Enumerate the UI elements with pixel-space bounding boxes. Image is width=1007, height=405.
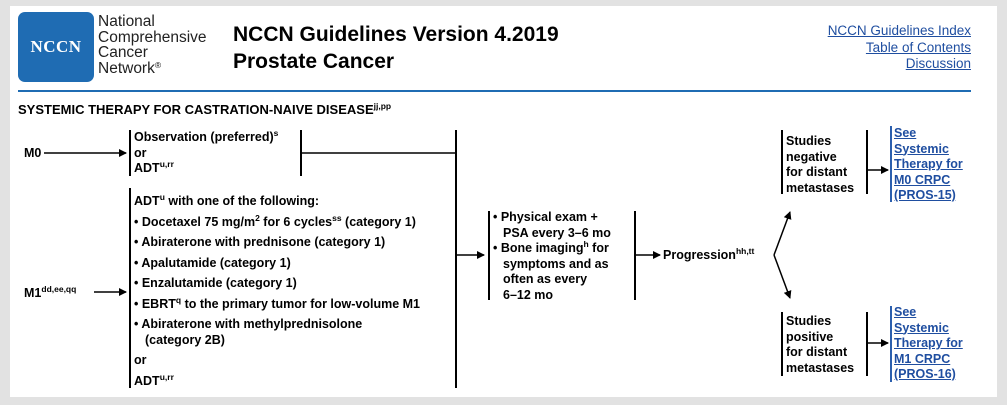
m0-crpc-link-line[interactable]: See (894, 126, 917, 140)
ebrt-text: • EBRT (134, 296, 176, 311)
option-abiraterone-methylprednisolone-category: (category 2B) (145, 332, 225, 347)
docetaxel-sup: ss (332, 212, 342, 223)
progression-sup: hh,tt (735, 246, 755, 256)
positive-right-bracket (866, 312, 868, 376)
m0-adt-option (134, 161, 278, 177)
followup-box (493, 210, 611, 303)
followup-line: 6–12 mo (503, 287, 554, 302)
logo-text: NCCN (30, 37, 82, 56)
followup-line: symptoms and as (503, 256, 609, 271)
m1-crpc-link-line[interactable]: Therapy for (894, 336, 963, 350)
m0-options (134, 130, 278, 177)
studies-negative-line: Studies (786, 134, 832, 148)
m0-box-right-bracket (300, 130, 302, 176)
m1-adt-intro (134, 194, 420, 210)
m0-crpc-link-line[interactable]: Systemic (894, 141, 949, 156)
followup-line (493, 241, 611, 257)
progression-up-arrow (774, 212, 790, 255)
cancer-type: Prostate Cancer (233, 50, 395, 73)
studies-negative-line: negative (786, 149, 837, 164)
section-title-sup: jj,pp (373, 101, 392, 111)
m1-crpc-link-line[interactable]: Systemic (894, 320, 949, 335)
m1-adt-option (134, 371, 420, 390)
m0-or: or (134, 145, 147, 160)
docetaxel-squared: 2 (255, 212, 260, 223)
studies-negative-line: for distant (786, 165, 848, 179)
m1-crpc-link[interactable] (894, 305, 963, 383)
m1-link-bracket (890, 306, 892, 382)
studies-negative-line: metastases (786, 180, 855, 195)
right-bracket (455, 130, 457, 388)
org-name-line: National (98, 13, 155, 30)
m0-link-bracket (890, 126, 892, 202)
m1-crpc-link-line[interactable]: (PROS-16) (894, 367, 956, 381)
negative-bracket (781, 130, 783, 194)
observation-option (134, 130, 278, 146)
registered-mark: ® (154, 59, 162, 70)
studies-positive-line: metastases (786, 360, 855, 375)
option-apalutamide: • Apalutamide (category 1) (134, 255, 291, 270)
bone-imaging-sup: h (583, 239, 589, 249)
m1-or: or (134, 353, 147, 367)
m1-options (134, 194, 420, 389)
m1-adt-intro-text: ADT (134, 194, 160, 208)
option-enzalutamide: • Enzalutamide (category 1) (134, 276, 297, 290)
m1-adt-intro-sup: u (159, 192, 165, 202)
m1-adt-intro-rest: with one of the following: (164, 194, 320, 208)
docetaxel-cycles: for 6 cycles (259, 214, 333, 229)
org-name-line: Comprehensive (98, 28, 207, 46)
m1-adt-text: ADT (134, 373, 160, 388)
m0-crpc-link-line[interactable]: M0 CRPC (894, 172, 951, 187)
m1-crpc-link-line[interactable]: M1 CRPC (894, 351, 951, 366)
docetaxel-category: (category 1) (341, 214, 416, 229)
m0-box-bracket (129, 130, 131, 176)
m0-adt-text: ADT (134, 161, 160, 175)
option-abiraterone-methylprednisolone: • Abiraterone with methylprednisolone (134, 317, 363, 331)
m0-crpc-link[interactable] (894, 126, 963, 204)
followup-line: PSA every 3–6 mo (503, 225, 611, 240)
studies-positive-line: Studies (786, 314, 832, 328)
section-title-text: SYSTEMIC THERAPY FOR CASTRATION-NAIVE DISEASE (18, 102, 374, 117)
docetaxel-text: • Docetaxel 75 mg/m (134, 214, 256, 229)
studies-positive-line: for distant (786, 345, 848, 359)
guidelines-index-link[interactable]: NCCN Guidelines Index (827, 23, 971, 38)
ebrt-rest: to the primary tumor for low-volume M1 (181, 296, 421, 311)
option-ebrt (134, 294, 421, 313)
positive-bracket (781, 312, 783, 376)
m1-crpc-link-line[interactable]: See (894, 305, 917, 319)
m0-crpc-link-line[interactable]: Therapy for (894, 157, 963, 171)
table-of-contents-link[interactable]: Table of Contents (865, 39, 971, 55)
guideline-version: NCCN Guidelines Version 4.2019 (233, 23, 559, 46)
studies-positive-box (786, 314, 854, 376)
negative-right-bracket (866, 130, 868, 194)
m0-adt-sup: u,rr (159, 159, 174, 169)
option-abiraterone-prednisone: • Abiraterone with prednisone (category 1) (134, 235, 386, 249)
bone-imaging-rest: for (588, 241, 609, 255)
org-name-word: Network (98, 59, 155, 77)
progression-label (663, 248, 754, 264)
m1-label-text: M1 (24, 286, 42, 300)
studies-positive-line: positive (786, 329, 834, 344)
followup-left-bracket (488, 211, 490, 300)
observation-sup: s (273, 128, 279, 138)
m1-box-bracket (129, 188, 131, 388)
discussion-link[interactable]: Discussion (905, 56, 971, 71)
org-name-line: Cancer (98, 44, 148, 61)
followup-line: • Physical exam + (493, 210, 598, 224)
followup-right-bracket (634, 211, 636, 300)
m1-label-sup: dd,ee,qq (41, 284, 77, 294)
bone-imaging-text: • Bone imaging (493, 241, 584, 255)
m0-crpc-link-line[interactable]: (PROS-15) (894, 188, 956, 202)
studies-negative-box (786, 134, 854, 196)
observation-text: Observation (preferred) (134, 130, 274, 144)
ebrt-sup: q (175, 294, 182, 305)
followup-line: often as every (503, 272, 588, 286)
option-docetaxel (134, 212, 420, 231)
m0-label: M0 (24, 146, 42, 160)
progression-down-arrow (774, 255, 790, 298)
page (10, 6, 997, 397)
m1-label (24, 286, 76, 302)
m1-adt-sup: u,rr (159, 371, 174, 382)
progression-text: Progression (663, 248, 736, 262)
